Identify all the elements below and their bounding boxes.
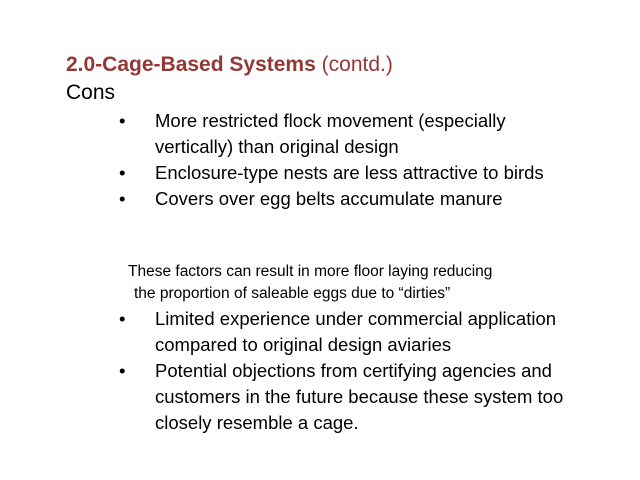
note-line: the proportion of saleable eggs due to “dirties” [134, 285, 451, 302]
bullet-item [0, 306, 585, 358]
bullet-text: Enclosure-type nests are less attractive to birds [155, 162, 544, 183]
bullet-icon: • [119, 360, 126, 381]
bullet-item [0, 186, 575, 212]
bullet-item [0, 358, 585, 436]
bullet-text: Potential objections from certifying agencies and customers in the future because these system too closely resemble a cage. [155, 360, 564, 433]
slide-title-suffix: (contd.) [321, 53, 393, 76]
bullet-icon: • [119, 308, 126, 329]
slide-title [66, 52, 393, 78]
bullet-text: Limited experience under commercial application compared to original design aviaries [155, 308, 557, 355]
slide-title-main: 2.0-Cage-Based Systems [66, 53, 316, 76]
bullet-text: Covers over egg belts accumulate manure [155, 188, 503, 209]
bullet-icon: • [119, 188, 126, 209]
note-paragraph [128, 261, 492, 305]
section-heading: Cons [66, 81, 116, 104]
bullet-item [0, 108, 575, 160]
bullet-item [0, 160, 575, 186]
cons-list-bottom [0, 306, 640, 436]
bullet-icon: • [119, 110, 126, 131]
bullet-icon: • [119, 162, 126, 183]
note-line: These factors can result in more floor laying reducing [128, 263, 493, 280]
cons-list-top [0, 108, 640, 212]
bullet-text: More restricted flock movement (especially vertically) than original design [155, 110, 506, 157]
